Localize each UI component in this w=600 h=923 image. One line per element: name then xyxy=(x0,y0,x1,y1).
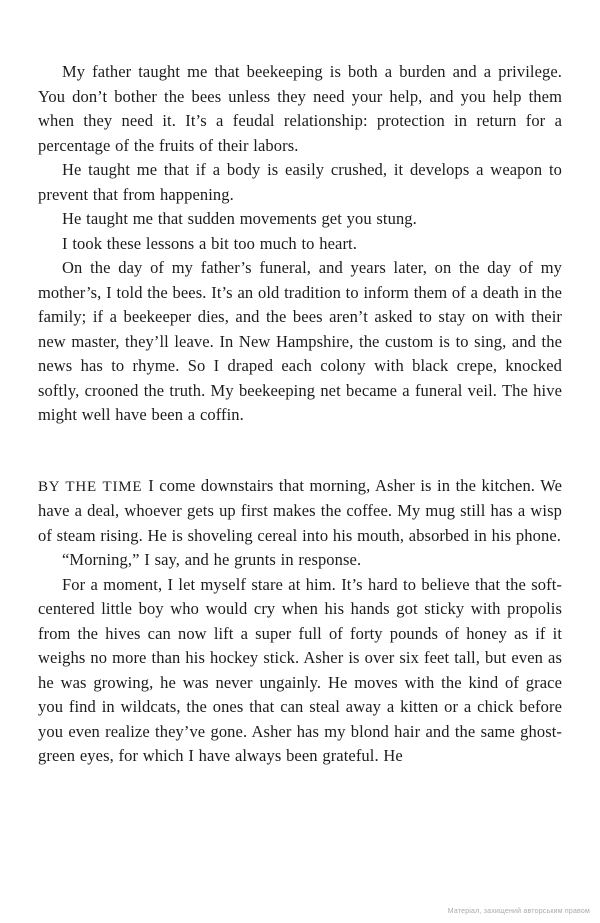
paragraph: “Morning,” I say, and he grunts in response. xyxy=(62,550,362,569)
paragraph: He taught me that sudden movements get you stung. xyxy=(62,209,417,228)
paragraph: I took these lessons a bit too much to heart. xyxy=(62,233,357,253)
paragraph: My father taught me that beekeeping is both a burden and a privilege. You don’t bother the bees unless they need your help, and you help them when they need it. It’s a feudal relationship: protection in return for a percentage of the fruits of their labors. xyxy=(38,62,562,155)
section-lead: BY THE TIME xyxy=(38,478,149,495)
paragraph: For a moment, I let myself stare at him. It’s hard to believe that the soft-centered little boy who would cry when his hands got sticky with propolis from the hives can now lift a super full of forty pounds of honey as if it weighs no more than his hockey stick. Asher is over six feet tall, but even as he was growing, he was never ungainly. He moves with the kind of grace you find in wildcats, the ones that can steal away a kitten or a chick before you even realize they’ve gone. Asher has my blond hair and the same ghost-green eyes, for which I have always been grateful. He xyxy=(38,574,562,765)
paragraph: On the day of my father’s funeral, and years later, on the day of my mother’s, I told the bees. It’s an old tradition to inform them of a death in the family; if a beekeeper dies, and the bees aren’t asked to stay on with their new master, they’ll leave. In New Hampshire, the custom is to sing, and the news has to rhyme. So I draped each colony with black crepe, knocked softly, crooned the truth. My beekeeping net became a funeral veil. The hive might well have been a coffin. xyxy=(38,258,562,424)
paragraph: BY THE TIME I come downstairs that morning, Asher is in the kitchen. We have a deal, whoever gets up first makes the coffee. My mug still has a wisp of steam rising. He is shoveling cereal into his mouth, absorbed in his phone. xyxy=(38,475,562,545)
paragraph: He taught me that if a body is easily crushed, it develops a weapon to prevent that from happening. xyxy=(38,160,562,204)
copyright-watermark: Матеріал, захищений авторським правом xyxy=(447,908,590,915)
page-text xyxy=(38,60,562,769)
